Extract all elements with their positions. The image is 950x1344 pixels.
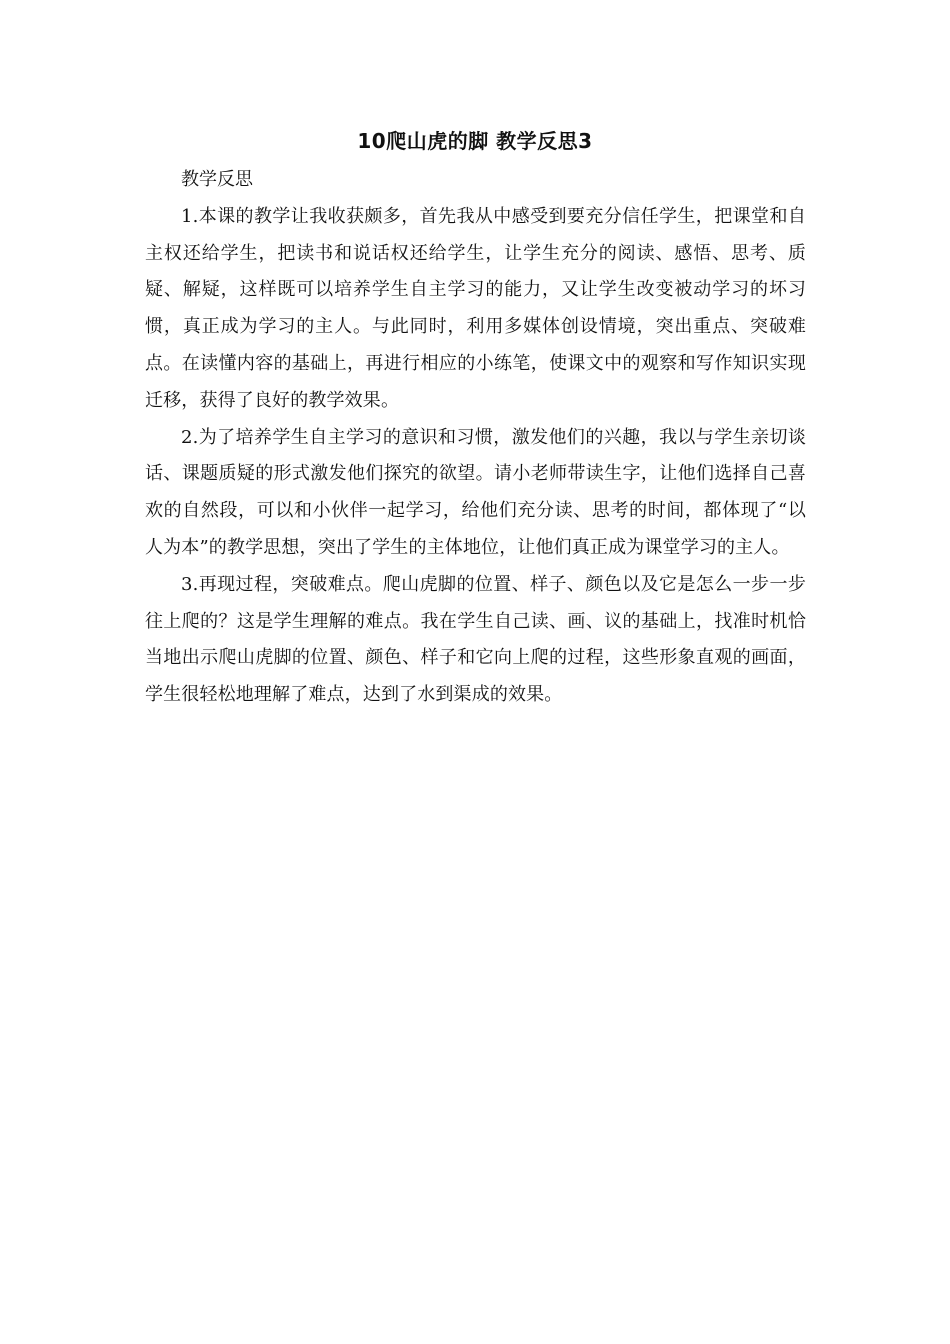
paragraph-3: 3.再现过程，突破难点。爬山虎脚的位置、样子、颜色以及它是怎么一步一步往上爬的？这是学生理解的难点。我在学生自己读、画、议的基础上，找准时机恰当地出示爬山虎脚的位置、颜色、样子和它向上爬的过程，这些形象直观的画面，学生很轻松地理解了难点，达到了水到渠成的效果。 bbox=[145, 573, 806, 706]
section-heading: 教学反思 bbox=[181, 169, 253, 190]
paragraph-1: 1.本课的教学让我收获颇多，首先我从中感受到要充分信任学生，把课堂和自主权还给学生，把读书和说话权还给学生，让学生充分的阅读、感悟、思考、质疑、解疑，这样既可以培养学生自主学习的能力，又让学生改变被动学习的坏习惯，真正成为学习的主人。与此同时，利用多媒体创设情境，突出重点、突破难点。在读懂内容的基础上，再进行相应的小练笔，使课文中的观察和写作知识实现迁移，获得了良好的教学效果。 bbox=[145, 205, 806, 411]
document-body bbox=[145, 162, 806, 714]
document-title: 10爬山虎的脚 教学反思3 bbox=[357, 129, 593, 153]
paragraph-2: 2.为了培养学生自主学习的意识和习惯，激发他们的兴趣，我以与学生亲切谈话、课题质疑的形式激发他们探究的欲望。请小老师带读生字，让他们选择自己喜欢的自然段，可以和小伙伴一起学习，给他们充分读、思考的时间，都体现了“以人为本”的教学思想，突出了学生的主体地位，让他们真正成为课堂学习的主人。 bbox=[145, 426, 806, 558]
